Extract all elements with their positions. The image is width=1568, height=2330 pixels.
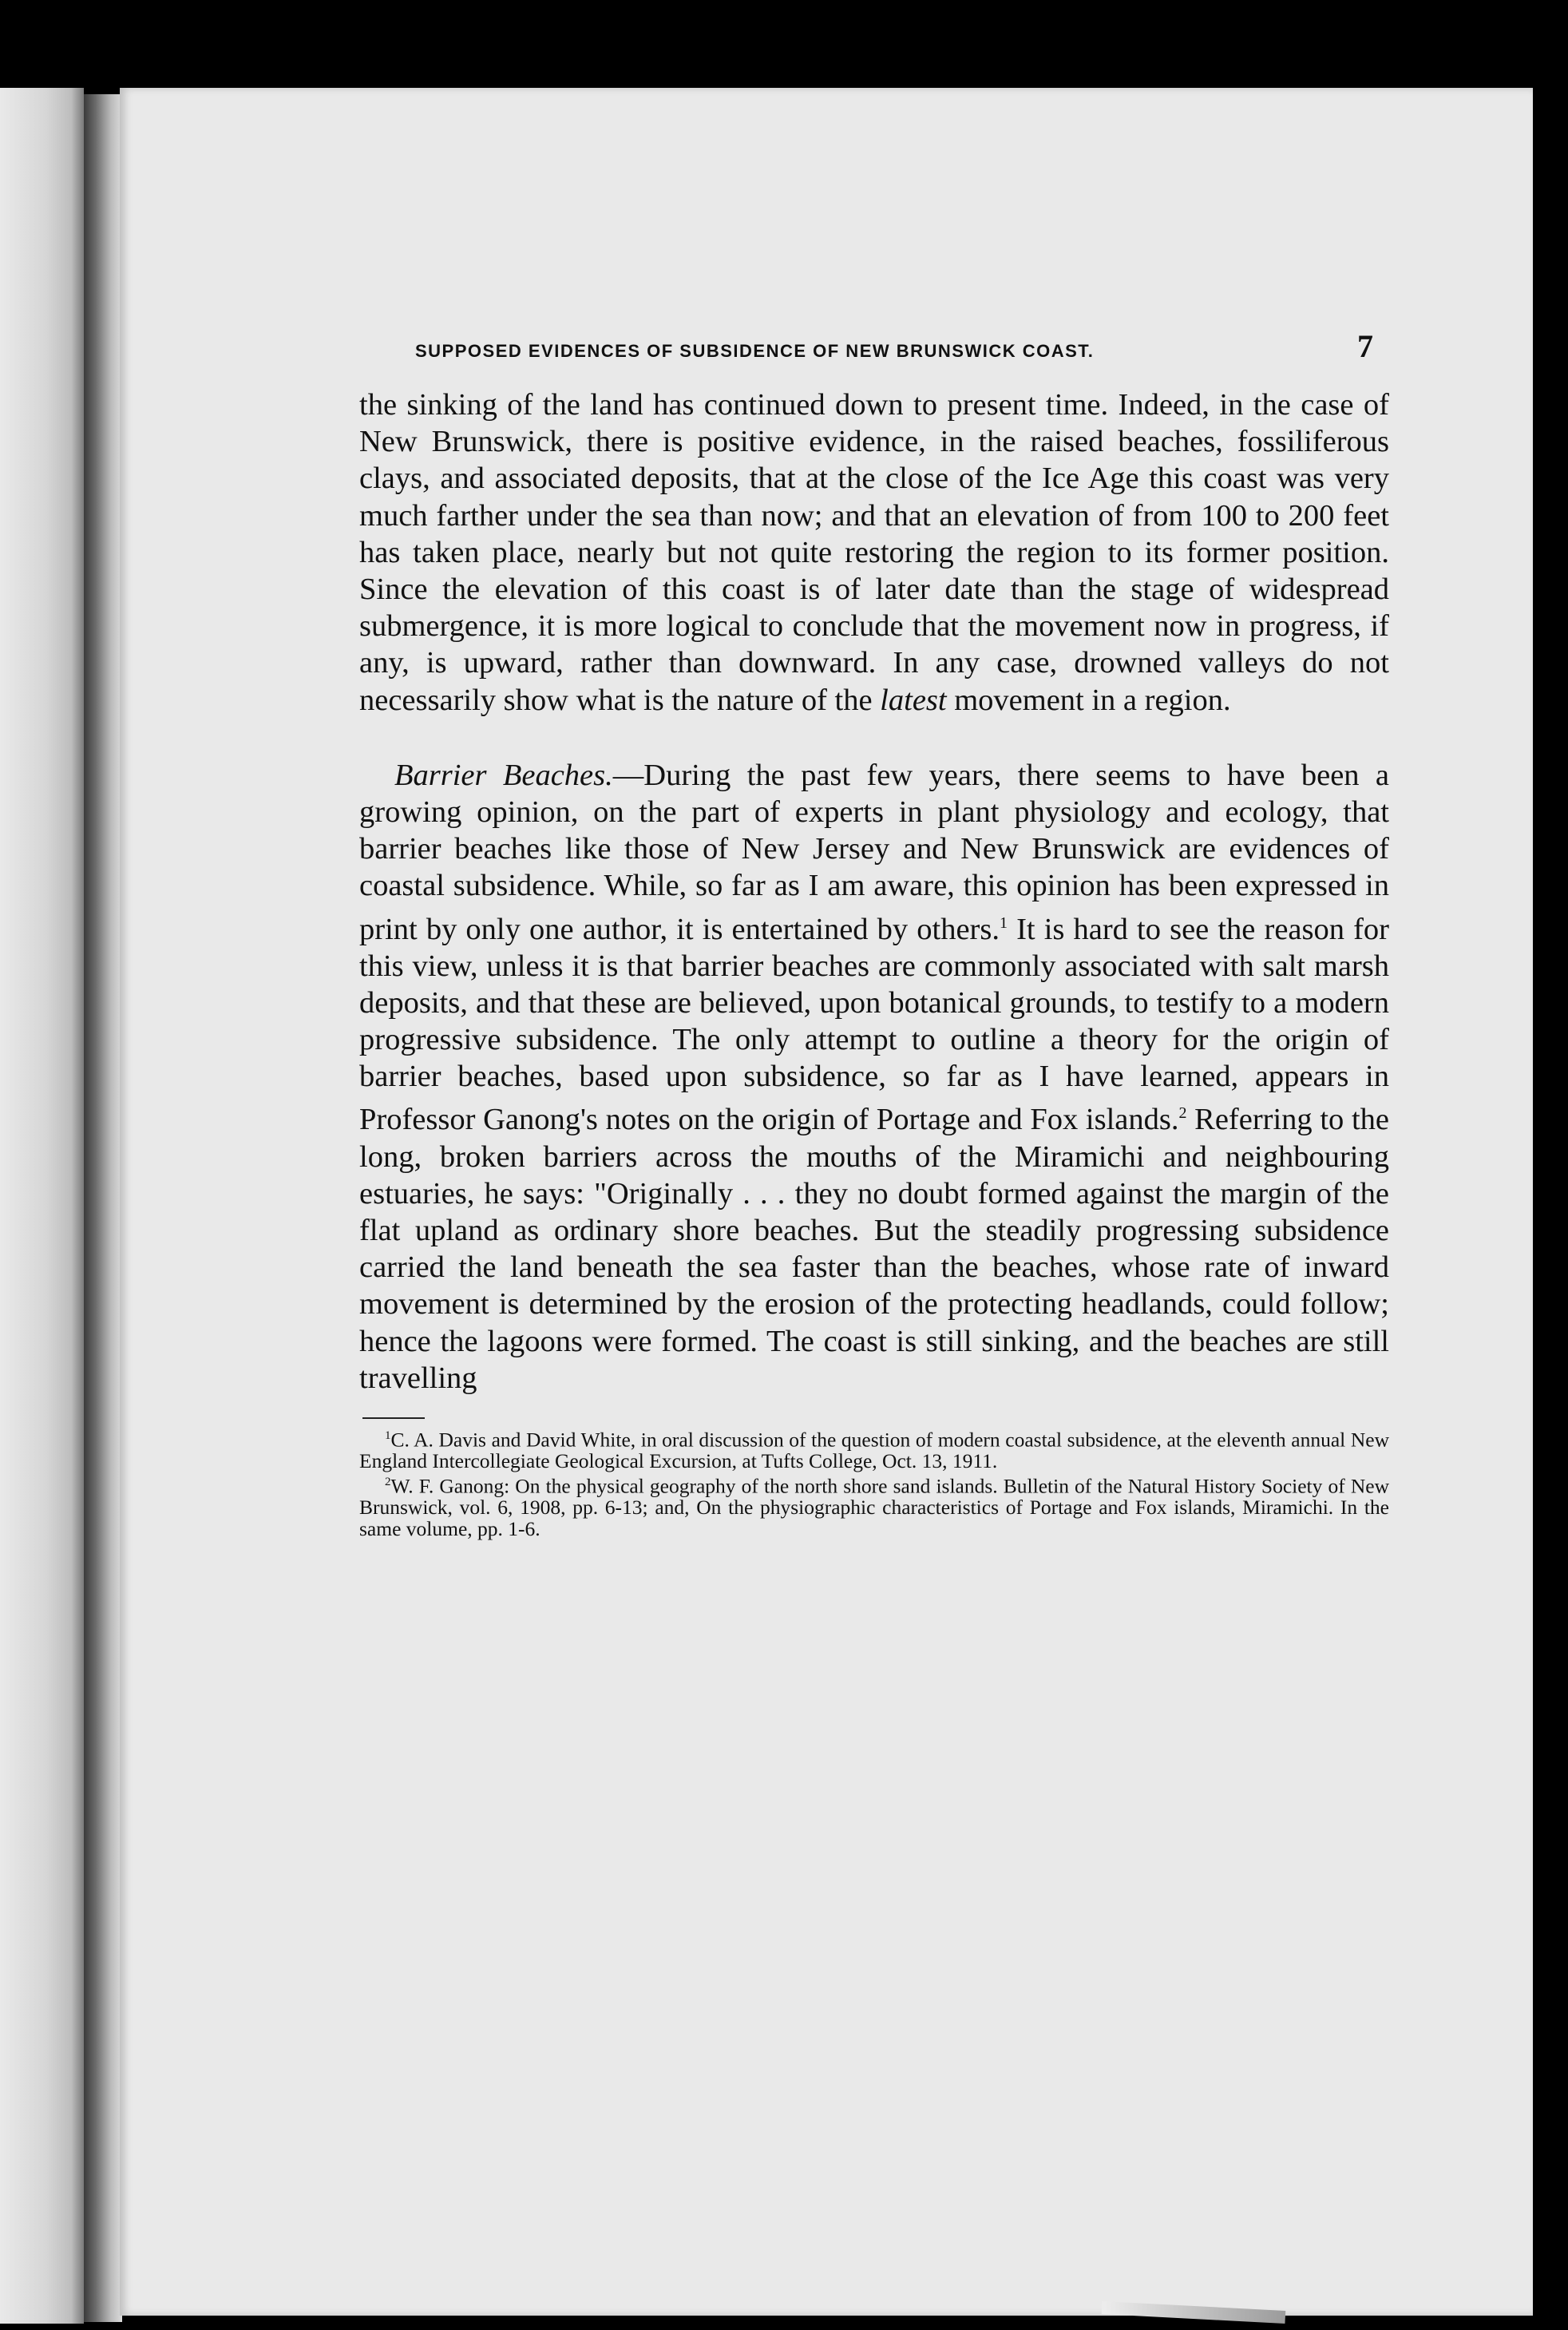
emphasis-latest: latest xyxy=(880,683,947,717)
paragraph-gap xyxy=(359,719,1389,757)
heading-dash: — xyxy=(612,758,644,792)
running-head-title: SUPPOSED EVIDENCES OF SUBSIDENCE OF NEW BRUNSWICK COAST. xyxy=(415,341,1095,361)
footnote-ref-1: 1 xyxy=(999,913,1008,932)
body-text xyxy=(359,386,1389,1397)
footnote-2-mark: 2 xyxy=(385,1476,391,1489)
footnote-1-mark: 1 xyxy=(385,1429,391,1442)
paragraph-1-ending: movement in a region. xyxy=(946,683,1231,717)
footnotes xyxy=(359,1425,1389,1540)
paragraph-2-text-end: Referring to the long, broken barriers across the mouths of the Miramichi and neighbouring estuaries, he says: "Originally . . . they no doubt formed against the margin of the flat upland as ordinary shore beaches. But the steadily progressing subsidence carried the land beneath the sea faster than the beaches, whose rate of inward movement is determined by the erosion of the protecting headlands, could follow; hence the lagoons were formed. The coast is still sinking, and the beaches are still travelling xyxy=(359,1103,1389,1395)
previous-page-edge xyxy=(0,88,84,2324)
section-heading-barrier-beaches: Barrier Beaches. xyxy=(394,758,613,792)
footnote-rule xyxy=(362,1417,425,1419)
paragraph-barrier-beaches xyxy=(359,757,1389,1397)
barrier-beaches-section xyxy=(359,757,1389,1397)
book-page xyxy=(120,88,1533,2316)
footnote-ref-2: 2 xyxy=(1178,1104,1187,1123)
book-spine-shadow xyxy=(84,94,122,2322)
footnote-1-text: C. A. Davis and David White, in oral discussion of the question of modern coastal subsidence, at the eleventh annual New England Intercollegiate Geological Excursion, at Tufts College, Oct. 13, 1911. xyxy=(359,1428,1389,1472)
paragraph-1-text: the sinking of the land has continued down to present time. Indeed, in the case of New Brunswick, there is positive evidence, in the raised beaches, fossiliferous clays, and associated deposits, that at the close of the Ice Age this coast was very much farther under the sea than now; and that an elevation of from 100 to 200 feet has taken place, nearly but not quite restoring the region to its former position. Since the elevation of this coast is of later date than the stage of widespread submergence, it is more logical to conclude that the movement now in progress, if any, is upward, rather than downward. In any case, drowned valleys do not necessarily show what is the nature of the xyxy=(359,388,1389,717)
footnote-2 xyxy=(359,1472,1389,1539)
paragraph-continued xyxy=(359,386,1389,719)
footnote-1 xyxy=(359,1425,1389,1472)
paragraph-2-text-cont: It is hard to see the reason for this view, unless it is that barrier beaches are commonly associated with salt marsh deposits, and that these are believed, upon botanical grounds, to testify to a modern progressive subsidence. The only attempt to outline a theory for the origin of barrier beaches, based upon subsidence, so far as I have learned, appears in Professor Ganong's notes on the origin of Portage and Fox islands. xyxy=(359,912,1389,1137)
page-content xyxy=(359,327,1389,1539)
running-head xyxy=(359,327,1389,364)
footnote-2-text: W. F. Ganong: On the physical geography of the north shore sand islands. Bulletin of the Natural History Society of New Brunswick, vol. 6, 1908, pp. 6-13; and, On the physiographic characteristics of Portage and Fox islands, Miramichi. In the same volume, pp. 1-6. xyxy=(359,1474,1389,1540)
paragraph-2-text: During the past few years, there seems to have been a growing opinion, on the part of experts in plant physiology and ecology, that barrier beaches like those of New Jersey and New Brunswick are evidences of coastal subsidence. While, so far as I am aware, this opinion has been expressed in print by only one author, it is entertained by others. xyxy=(359,758,1390,946)
page-number: 7 xyxy=(1357,328,1373,364)
